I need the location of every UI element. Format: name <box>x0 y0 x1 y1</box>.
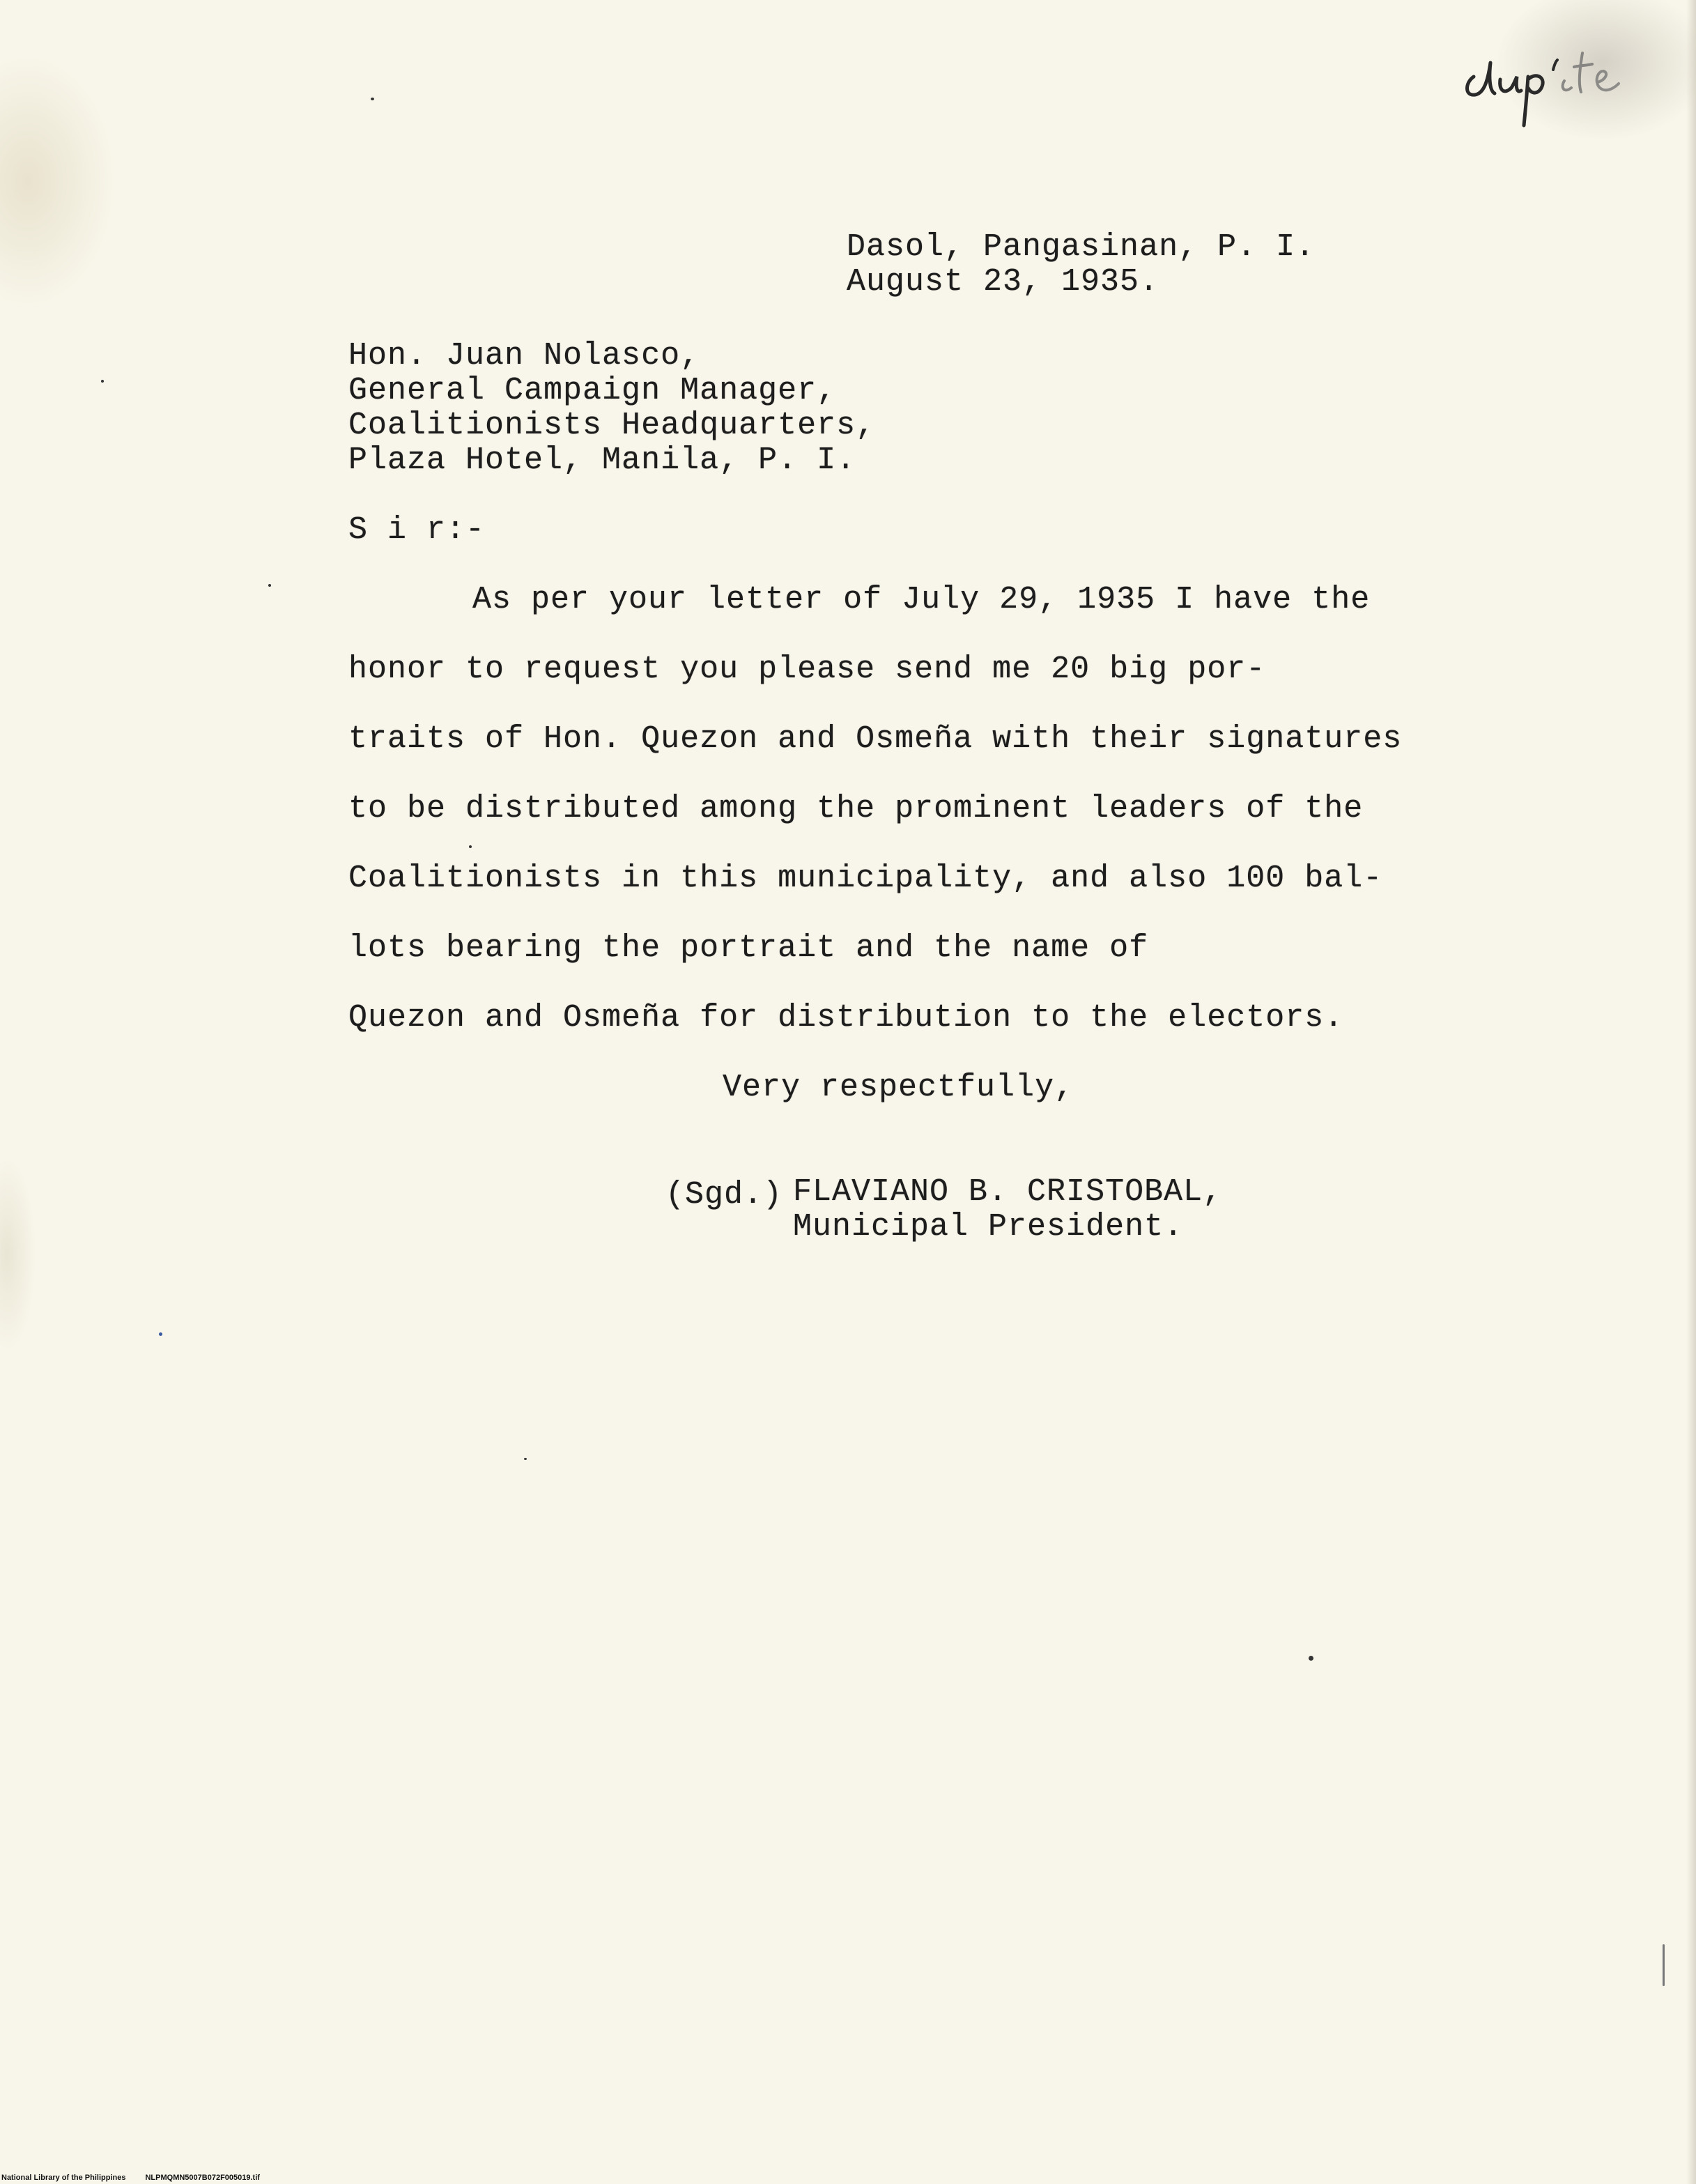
body-line: Quezon and Osmeña for distribution to the electors. <box>348 1000 1344 1036</box>
handwritten-duplicate-mark <box>1460 21 1669 132</box>
scan-footer <box>1 2173 260 2183</box>
page-edge <box>1686 0 1696 2184</box>
scan-speck <box>159 1332 162 1336</box>
body-line: Coalitionists in this municipality, and also 100 bal- <box>348 861 1383 896</box>
recipient-line: General Campaign Manager, <box>348 373 837 408</box>
signed-marker: (Sgd.) <box>665 1177 783 1213</box>
handwritten-annotation <box>1460 21 1669 132</box>
recipient-line: Plaza Hotel, Manila, P. I. <box>348 443 856 478</box>
footer-institution: National Library of the Philippines <box>1 2174 126 2182</box>
footer-file-name: NLPMQMN5007B072F005019.tif <box>145 2174 260 2182</box>
recipient-line: Coalitionists Headquarters, <box>348 408 876 443</box>
body-line: As per your letter of July 29, 1935 I have the <box>472 582 1371 617</box>
salutation: S i r:- <box>348 512 486 548</box>
scan-speck <box>1663 1944 1665 1986</box>
dateline-place: Dasol, Pangasinan, P. I. <box>847 229 1316 265</box>
closing: Very respectfully, <box>723 1070 1074 1105</box>
body-line: traits of Hon. Quezon and Osmeña with their signatures <box>348 721 1403 757</box>
signatory-title: Municipal President. <box>793 1209 1184 1245</box>
scan-speck <box>524 1458 527 1460</box>
scan-speck <box>371 98 374 100</box>
signatory-name: FLAVIANO B. CRISTOBAL, <box>793 1174 1223 1210</box>
body-line: to be distributed among the prominent leaders of the <box>348 791 1364 826</box>
body-line: honor to request you please send me 20 big por- <box>348 652 1266 687</box>
dateline-date: August 23, 1935. <box>847 264 1159 300</box>
scan-speck <box>1309 1656 1313 1661</box>
recipient-line: Hon. Juan Nolasco, <box>348 338 700 374</box>
scan-speck <box>101 380 104 383</box>
body-line: lots bearing the portrait and the name of <box>348 930 1149 966</box>
scan-speck <box>268 584 271 587</box>
scan-speck <box>469 845 472 848</box>
